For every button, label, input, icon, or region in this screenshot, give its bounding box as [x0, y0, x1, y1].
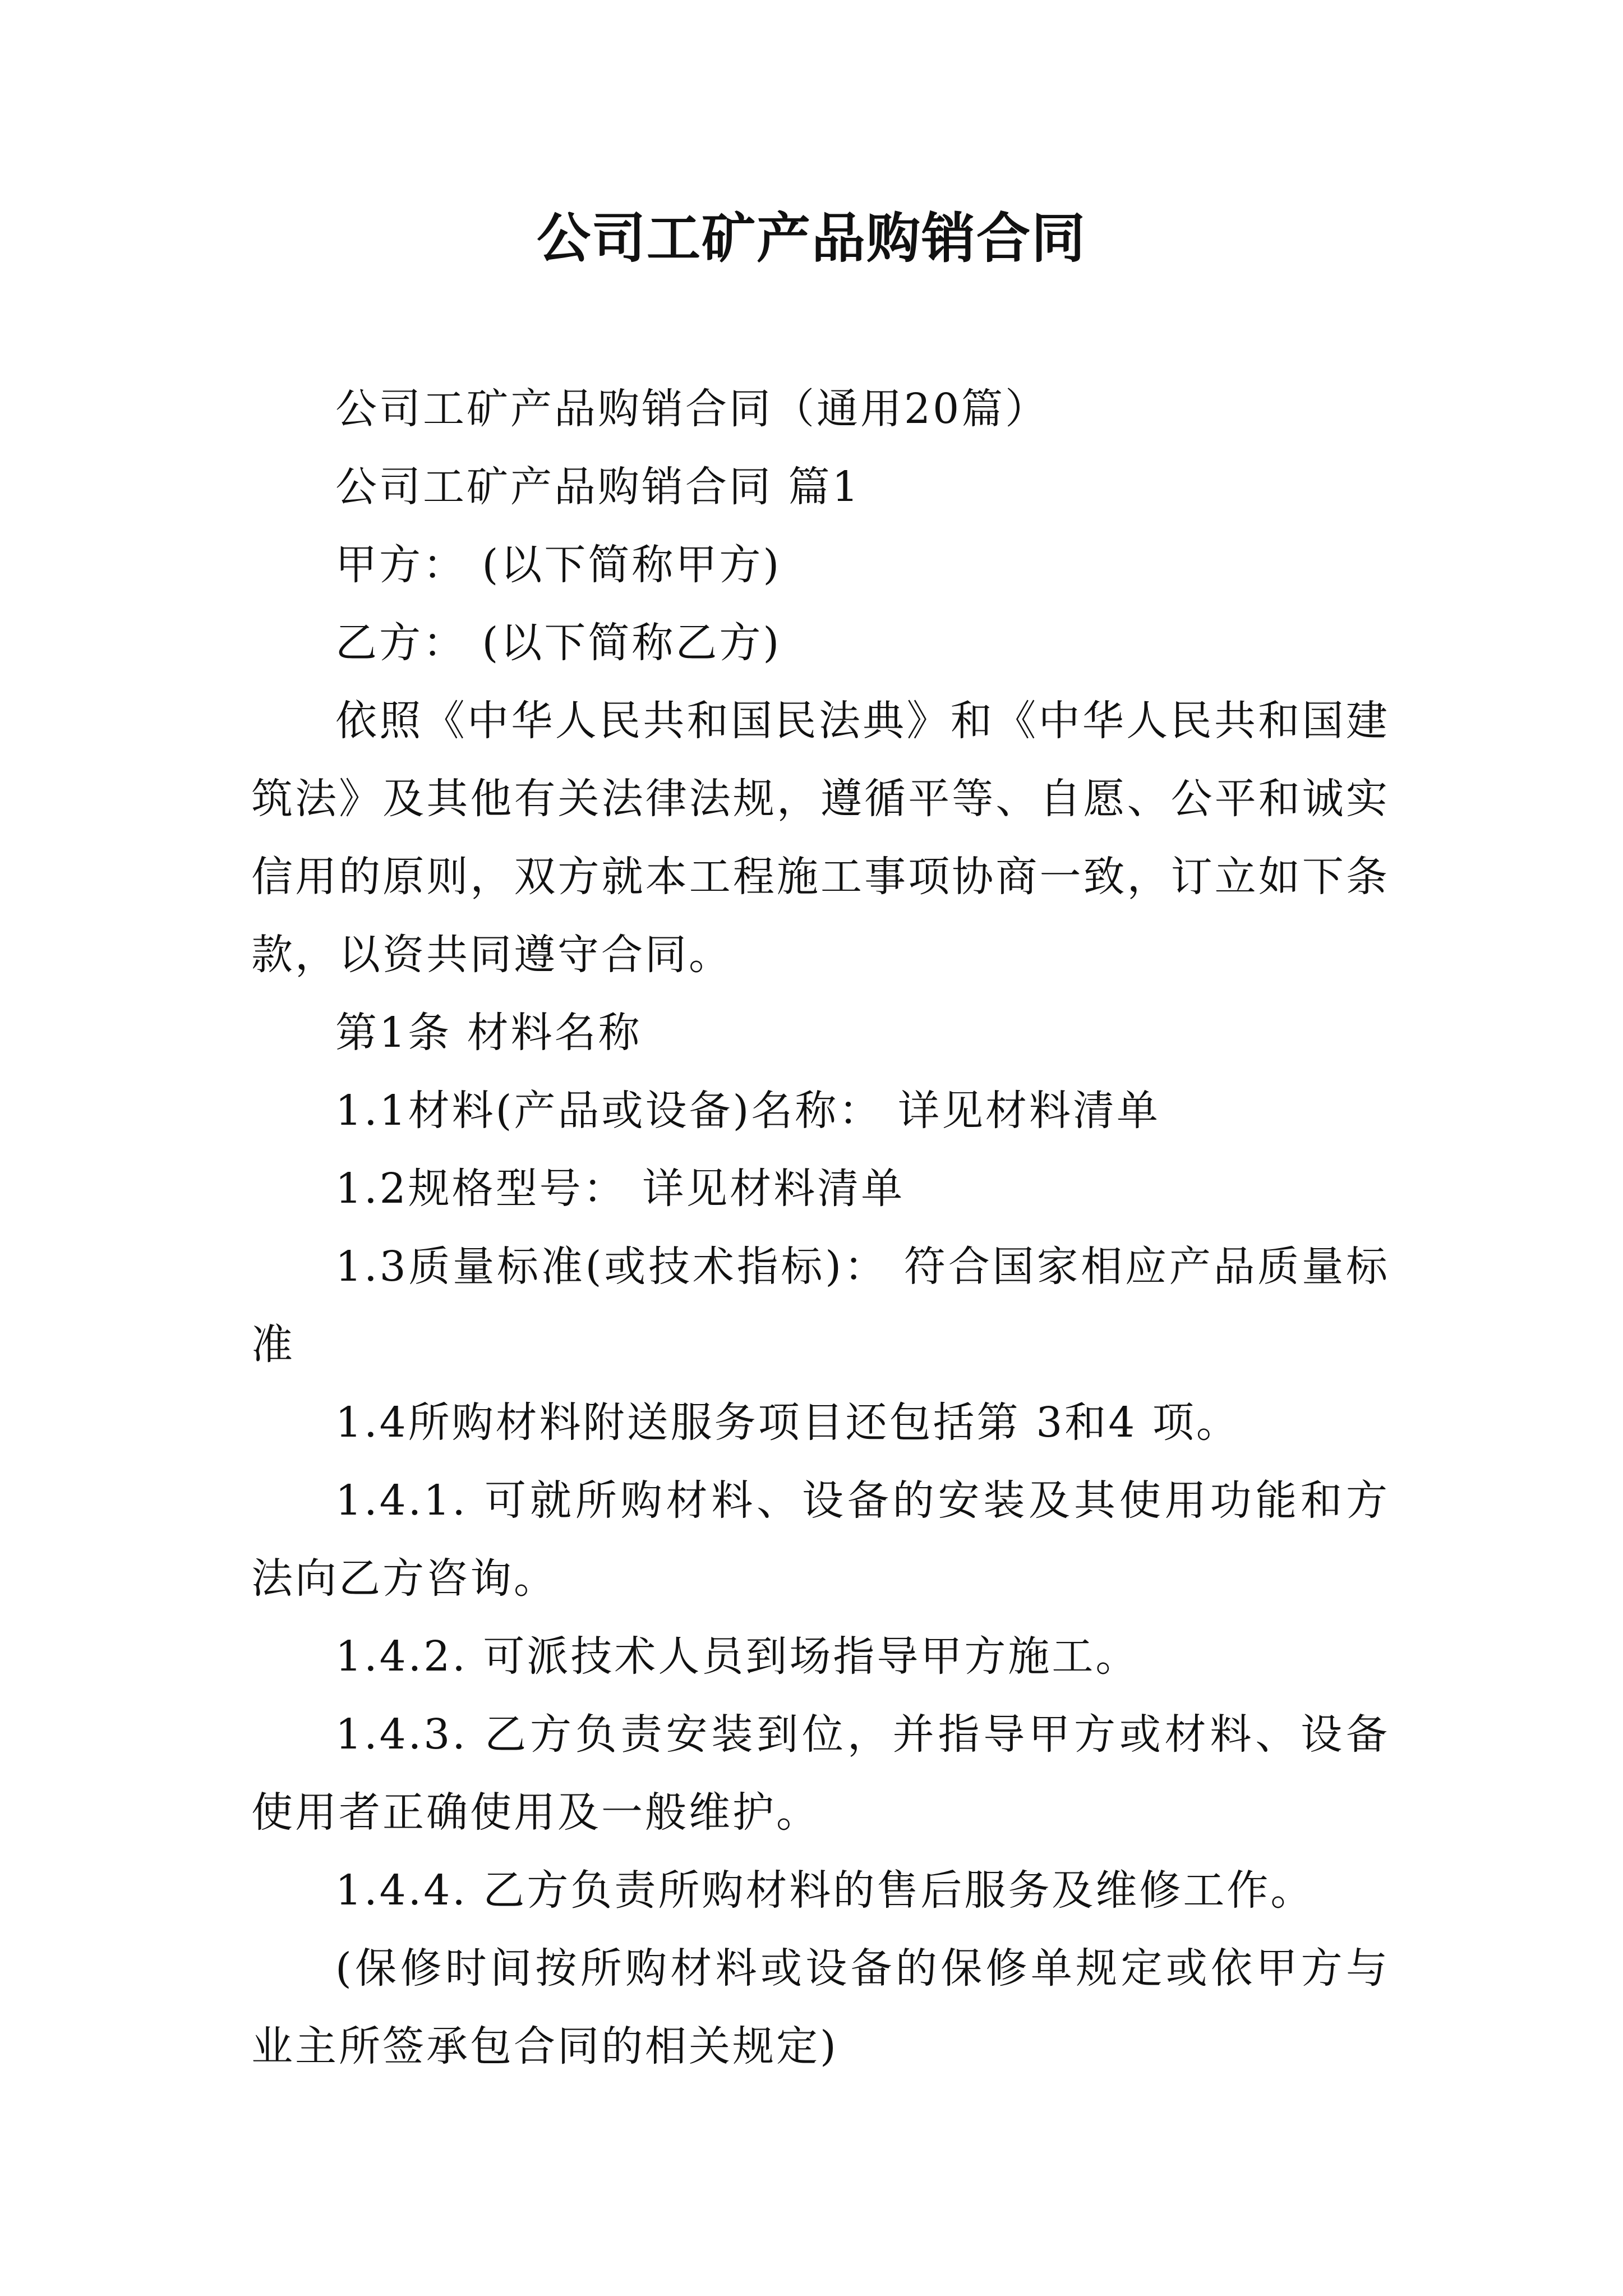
- section-heading: 公司工矿产品购销合同 篇1: [335, 463, 861, 511]
- clause-paragraph: 1.2规格型号： 详见材料清单: [335, 1165, 905, 1213]
- clause-paragraph: 1.4所购材料附送服务项目还包括第 3和4 项。: [335, 1398, 1240, 1447]
- clause-paragraph: 1.4.1. 可就所购材料、设备的安装及其使用功能和方法向乙方咨询。: [251, 1476, 1390, 1603]
- clause-paragraph: 1.4.4. 乙方负责所购材料的售后服务及维修工作。: [335, 1866, 1315, 1915]
- clause-paragraph: 1.4.3. 乙方负责安装到位，并指导甲方或材料、设备使用者正确使用及一般维护。: [251, 1710, 1390, 1837]
- document-body: [251, 370, 1390, 2086]
- clause-paragraph: 1.1材料(产品或设备)名称： 详见材料清单: [335, 1087, 1160, 1135]
- document-title: 公司工矿产品购销合同: [537, 207, 1086, 270]
- party-b-line: 乙方： (以下简称乙方): [335, 619, 782, 667]
- preamble-paragraph: 依照《中华人民共和国民法典》和《中华人民共和国建筑法》及其他有关法律法规，遵循平等、自愿、公平和诚实信用的原则，双方就本工程施工事项协商一致，订立如下条款，以资共同遵守合同。: [251, 697, 1390, 979]
- party-a-line: 甲方： (以下简称甲方): [335, 541, 782, 589]
- article-heading: 第1条 材料名称: [335, 1009, 642, 1057]
- clause-paragraph: 1.4.2. 可派技术人员到场指导甲方施工。: [335, 1632, 1140, 1681]
- note-paragraph: (保修时间按所购材料或设备的保修单规定或依甲方与业主所签承包合同的相关规定): [251, 1944, 1390, 2070]
- clause-paragraph: 1.3质量标准(或技术指标)： 符合国家相应产品质量标准: [251, 1243, 1390, 1369]
- document-subtitle: 公司工矿产品购销合同（通用20篇）: [335, 385, 1049, 433]
